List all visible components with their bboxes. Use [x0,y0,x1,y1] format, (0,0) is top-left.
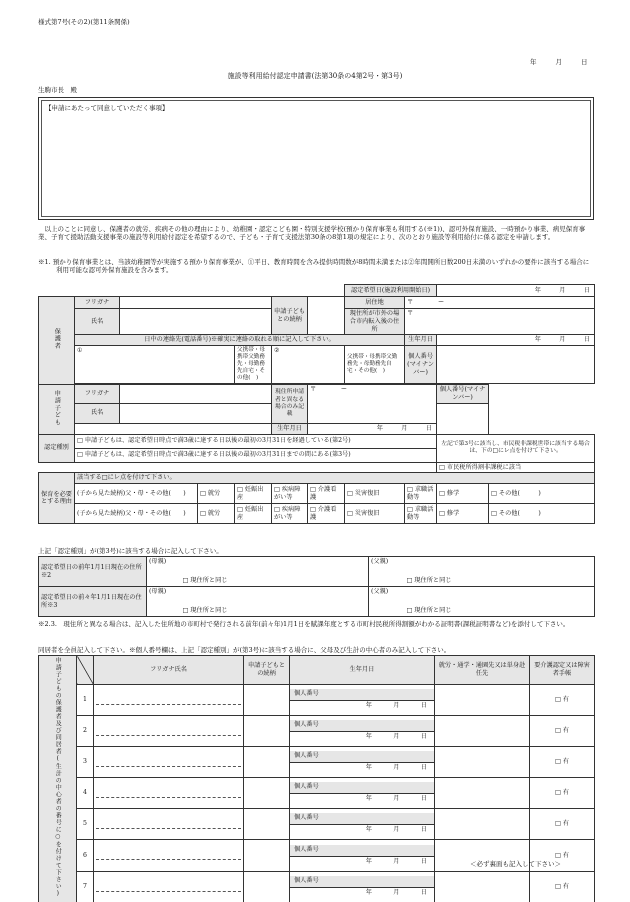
name-field[interactable] [94,746,244,777]
hogosha-name-field[interactable] [120,309,272,335]
kyojuchi-field[interactable]: 〒 ー [405,297,595,309]
row-number: 2 [77,715,94,746]
father-label: (父親) [369,557,405,587]
renraku-opts-1[interactable]: 父携帯・母携帯父勤務先・母勤務先自宅・その他( ) [235,346,272,384]
name-field[interactable] [94,715,244,746]
hogosha-furigana-field[interactable] [120,297,272,309]
work-field[interactable] [435,871,530,902]
care-checkbox[interactable]: □ 有 [530,778,595,809]
note-1: ※1. 預かり保育事業とは、当該幼稚園等が実施する預かり保育事業が、①平日、教育時間を含み提供時間数が8時間未満または②年間開所日数200日未満のいずれかの要件に該当する場合に利用可能な認可外保育施設を含みます。 [38,258,590,275]
renraku-label: 日中の連絡先(電話番号)※確実に連絡の取れる順に記入して下さい。 [75,335,405,346]
riyuu-shugaku[interactable]: □ 修学 [437,504,489,524]
zokugara-field[interactable] [244,746,290,777]
household-row [39,778,595,809]
zokugara-field[interactable] [244,809,290,840]
work-field[interactable] [435,746,530,777]
shubetsu-note: 左記で第3号に該当し、市民税非課税世帯に該当する場合は、下の□にレ点を付けて下さい。 [437,434,595,462]
birth-field[interactable]: 年 月 日 [365,826,430,834]
col-zokugara: 申請子どもとの続柄 [244,656,290,685]
address-instruction: 上記「認定種別」が(第3号)に該当する場合に記入して下さい。 [38,547,223,555]
care-checkbox[interactable]: □ 有 [530,684,595,715]
name-field[interactable] [94,809,244,840]
kodomo-furigana-field[interactable] [120,385,272,404]
date-line: 年 月 日 [530,58,590,66]
intro-text: 以上のことに同意し、保護者の就労、疾病その他の理由により、幼稚園・認定こども園・特別支援学校(預かり保育事業も利用する(※1))、認可外保育施設、一時預かり事業、病児保育事業、子育て援助活動支援事業の施設等利用給付認定を希望するので、子ども・子育て支援法第30条の8第1項の規定により、次のとおり施設等利用給付に係る認定を申請します。 [38,225,586,242]
zokugara-field[interactable] [244,840,290,871]
riyuu-kyushoku[interactable]: □ 求職活動等 [405,484,437,504]
row-number: 7 [77,871,94,902]
work-field[interactable] [435,715,530,746]
note-2: ※2.3. 現住所と異なる場合は、記入した住所地の市町村で発行される前年(前々年)1月1日を賦課年度とする市町村民税所得割額がわかる証明書(課税証明書など)を添付して下さい。 [38,620,570,628]
kojin-bango-label: 個人番号 [290,876,434,888]
row-number: 4 [77,778,94,809]
col-birth: 生年月日 [290,656,435,685]
zokugara-field[interactable] [244,684,290,715]
work-field[interactable] [435,809,530,840]
name-field[interactable] [94,684,244,715]
riyuu-row-1 [39,484,595,504]
riyuu-sonota[interactable]: □ その他( ) [489,484,595,504]
row-number: 3 [77,746,94,777]
col-work: 就労・通学・通園先又は単身赴任先 [435,656,530,685]
riyuu-header: 該当する□にレ点を付けて下さい。 [75,473,595,484]
household-side-label: 申請子どもの保護者及び同居者(生計の中心者の番号に○を付けて下さい) [39,656,77,902]
household-row [39,809,595,840]
riyuu-who-2[interactable]: (子から見た続柄)父・母・その他( ) [75,504,198,524]
riyuu-saigai[interactable]: □ 災害復旧 [345,504,405,524]
household-instruction: 同居者を全員記入して下さい。※個人番号欄は、上記「認定種別」が(第3号)に該当する場合に、父母及び生計の中心者のみ記入して下さい。 [38,646,451,654]
riyuu-kyushoku[interactable]: □ 求職活動等 [405,504,437,524]
addressee: 生駒市長 殿 [38,86,77,94]
row-number: 1 [77,684,94,715]
mother-same-checkbox[interactable]: □ 現住所と同じ [181,587,369,617]
kodomo-birth-field[interactable]: 年 月 日 [308,423,437,434]
riyuu-who-1[interactable]: (子から見た続柄)父・母・その他( ) [75,484,198,504]
kojin-bango-label: 個人番号 [290,720,434,732]
renraku-opts-2[interactable]: 父携帯・母携帯父勤務先・母勤務先自宅・その他( ) [345,346,405,384]
riyuu-kaigo[interactable]: □ 介護看護 [308,484,345,504]
kibou-date-field[interactable]: 年 月 日 [437,285,595,297]
riyuu-shippei[interactable]: □ 疾病障がい等 [272,484,308,504]
name-field[interactable] [94,871,244,902]
main-form-table [38,284,595,524]
renraku-field-2[interactable]: ② [272,346,345,384]
care-checkbox[interactable]: □ 有 [530,715,595,746]
tennyu-field[interactable]: 〒 [405,309,595,335]
birth-field[interactable]: 年 月 日 [365,732,430,740]
father-label: (父親) [369,587,405,617]
kojin-bango-label: 個人番号 [290,751,434,763]
kodomo-label: 申請子ども [39,385,75,435]
mother-label: (母親) [147,557,181,587]
riyuu-ninshin[interactable]: □ 妊娠出産 [235,484,272,504]
zokugara-field[interactable] [308,297,345,335]
shubetsu-option-2[interactable]: □ 申請子どもは、認定希望日時点で満3歳に達する日以後の最初の3月31日を経過している(第2号) [75,434,437,448]
birth-field[interactable]: 年 月 日 [365,764,430,772]
row-number: 6 [77,840,94,871]
riyuu-shugaku[interactable]: □ 修学 [437,484,489,504]
birth-field[interactable]: 年 月 日 [365,795,430,803]
address-row1-label: 認定希望日の前年1月1日現在の住所※2 [39,557,147,587]
shubetsu-option-3[interactable]: □ 申請子どもは、認定希望日時点で満3歳に達する日以後の最初の3月31日までの間にある(第3号) [75,448,437,462]
mother-label: (母親) [147,587,181,617]
kodomo-name-field[interactable] [120,403,272,423]
form-id: 様式第7号(その2)(第11条関係) [38,18,130,26]
kodomo-kojin-label: 個人番号(マイナンバー) [437,385,489,404]
address-table [38,556,595,617]
father-same-checkbox[interactable]: □ 現住所と同じ [405,557,595,587]
riyuu-ninshin[interactable]: □ 妊娠出産 [235,504,272,524]
care-checkbox[interactable]: □ 有 [530,746,595,777]
care-checkbox[interactable]: □ 有 [530,871,595,902]
birth-field[interactable]: 年 月 日 [365,701,430,709]
furigana-label: フリガナ [75,297,120,309]
kodomo-shimei-label: 氏名 [75,403,120,423]
zokugara-field[interactable] [244,715,290,746]
household-row [39,715,595,746]
birth-field[interactable]: 年 月 日 [365,857,430,865]
care-checkbox[interactable]: □ 有 [530,840,595,871]
care-checkbox[interactable]: □ 有 [530,809,595,840]
hogosha-label: 保護者 [39,297,75,385]
mother-same-checkbox[interactable]: □ 現住所と同じ [181,557,369,587]
seinengappi-field[interactable]: 年 月 日 [437,335,595,346]
household-row [39,684,595,715]
name-field[interactable] [94,840,244,871]
household-row [39,871,595,902]
kibou-label: 認定希望日(施設利用開始日) [345,285,437,297]
zokugara-field[interactable] [244,871,290,902]
kojin-bango-label: 個人番号 [290,813,434,825]
nintei-shubetsu-label: 認定種別 [39,434,75,462]
father-same-checkbox[interactable]: □ 現住所と同じ [405,587,595,617]
row-number: 5 [77,809,94,840]
col-care: 要介護認定又は障害者手帳 [530,656,595,685]
zokugara-label: 申請子どもとの続柄 [272,297,308,335]
kojin-bango-label: 個人番号 [290,782,434,794]
work-field[interactable] [435,778,530,809]
kodomo-kojin-field[interactable] [437,403,489,434]
riyuu-sonota[interactable]: □ その他( ) [489,504,595,524]
riyuu-row-2 [39,504,595,524]
zokugara-field[interactable] [244,778,290,809]
tennyu-label: 現住所が市外の場合市内転入後の住所 [345,309,405,335]
name-field[interactable] [94,778,244,809]
genjusho-label: 現住所申請者と異なる場合のみ記載 [272,385,308,424]
hikazei-checkbox[interactable]: □ 市民税所得割非課税に該当 [437,462,595,473]
kyojuchi-label: 居住地 [345,297,405,309]
riyuu-saigai[interactable]: □ 災害復旧 [345,484,405,504]
kojin-bango-field[interactable] [437,346,595,384]
shimei-label: 氏名 [75,309,120,335]
renraku-field-1[interactable]: ① [75,346,235,384]
consent-box-title: 【申請にあたって同意していただく事項】 [45,104,169,112]
riyuu-kaigo[interactable]: □ 介護看護 [308,504,345,524]
riyuu-label: 保育を必要とする理由 [39,473,75,524]
footer-note: ＜必ず裏面も記入して下さい＞ [470,860,561,868]
riyuu-shuro[interactable]: □ 就労 [198,484,235,504]
kodomo-birth-label: 生年月日 [272,423,308,434]
consent-box [38,97,594,220]
birth-field[interactable]: 年 月 日 [365,888,430,896]
form-title: 施設等利用給付認定申請書(法第30条の4第2号・第3号) [227,72,403,80]
household-row [39,746,595,777]
riyuu-shuro[interactable]: □ 就労 [198,504,235,524]
address-row2-label: 認定希望日の前々年1月1日現在の住所※3 [39,587,147,617]
col-furigana: フリガナ氏名 [94,656,244,685]
riyuu-shippei[interactable]: □ 疾病障がい等 [272,504,308,524]
seinengappi-label: 生年月日 [405,335,437,346]
kojin-bango-label: 個人番号 [290,689,434,701]
work-field[interactable] [435,684,530,715]
kojin-bango-label: 個人番号 [290,845,434,857]
kojin-bango-label: 個人番号(マイナンバー) [405,346,437,384]
kodomo-furigana-label: フリガナ [75,385,120,404]
genjusho-field[interactable]: 〒 ー [308,385,437,424]
